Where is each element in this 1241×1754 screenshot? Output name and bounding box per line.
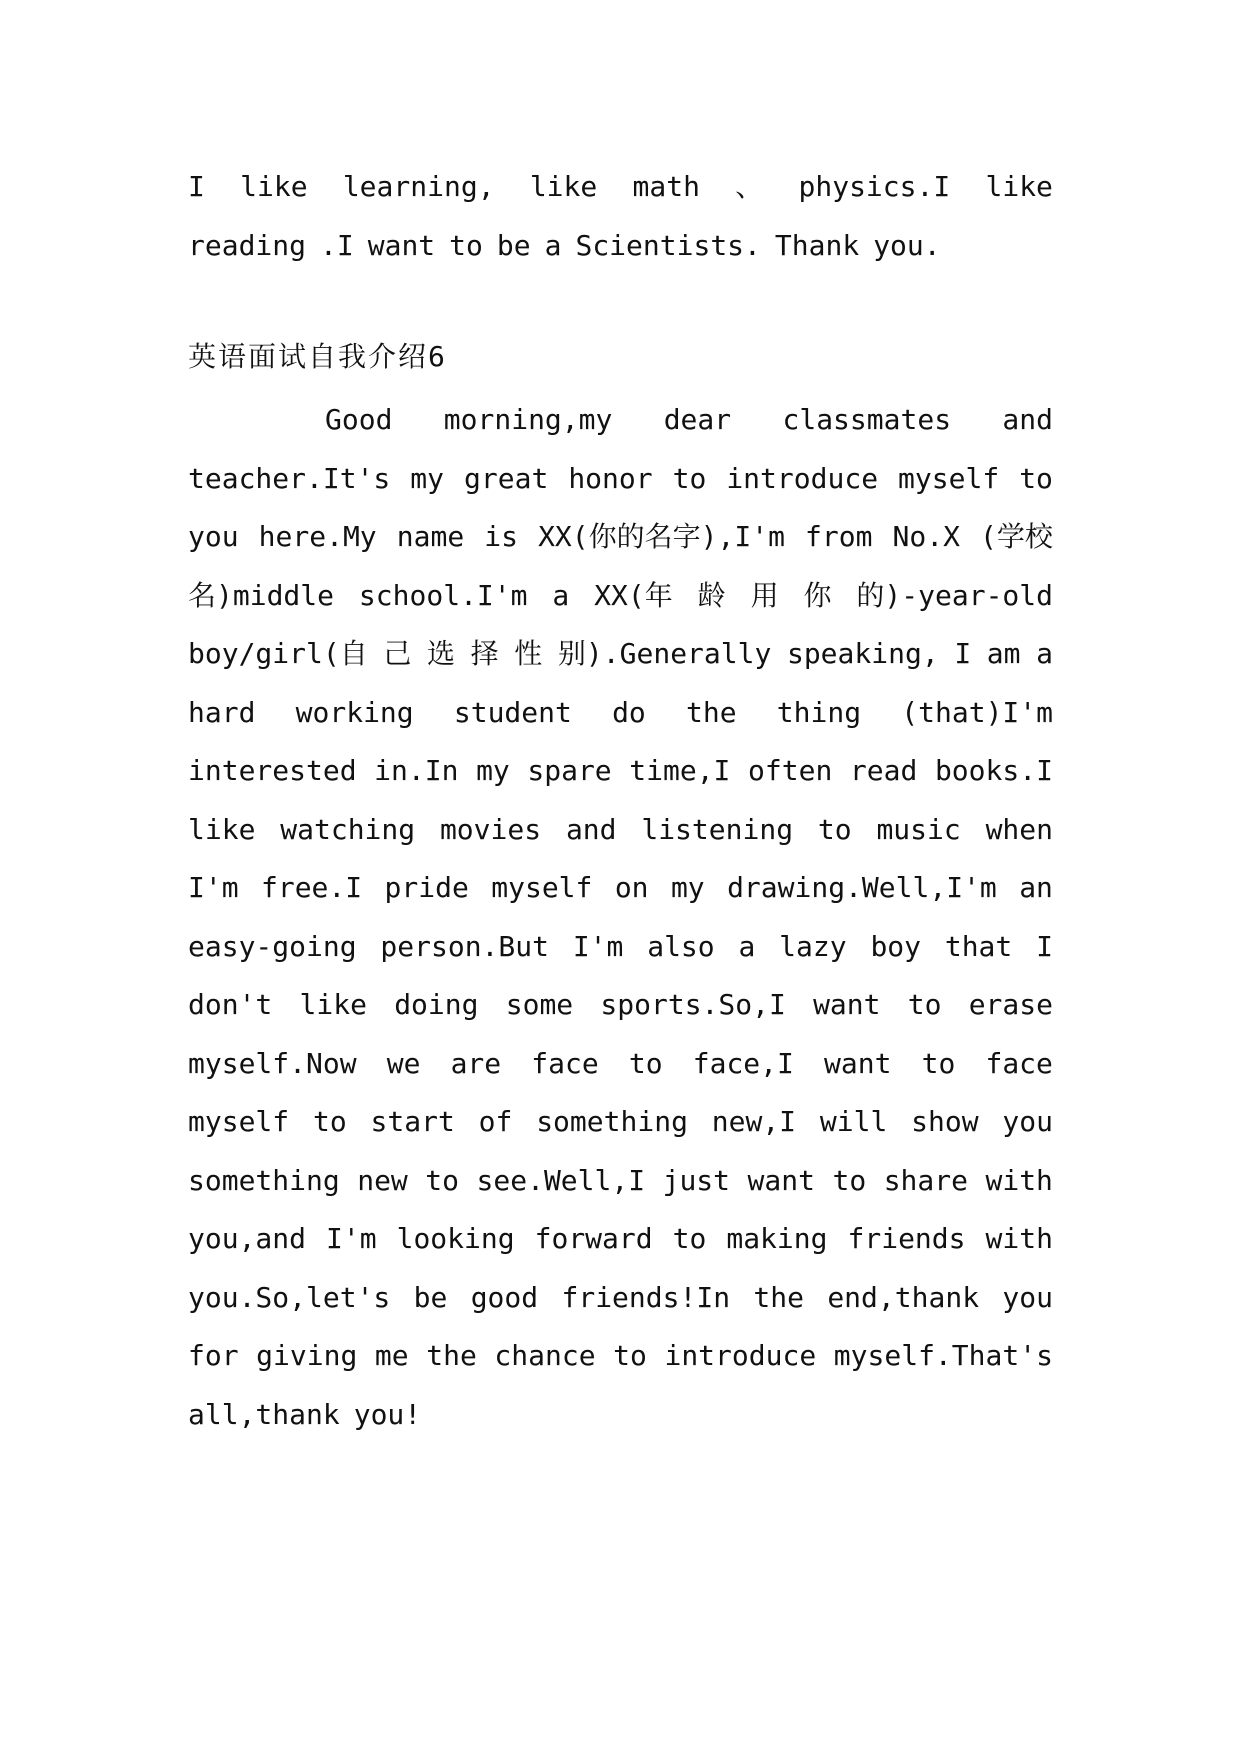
word: watching (280, 812, 416, 846)
word: the (753, 1280, 804, 1314)
main-paragraph (188, 391, 1053, 1444)
word: a (544, 228, 562, 262)
word: with (985, 1163, 1053, 1197)
word: (that)I'm (901, 695, 1053, 729)
word: and (1002, 403, 1053, 436)
word: 择 (470, 637, 499, 670)
word: also (647, 929, 715, 963)
word: forward (534, 1222, 653, 1255)
text-line (188, 976, 1053, 1035)
word: start (370, 1105, 455, 1138)
word: myself.Now (188, 1046, 357, 1080)
word: boy/girl(自 (188, 637, 368, 670)
word: a (1036, 637, 1053, 670)
word: speaking, (786, 637, 939, 670)
text-line (188, 1035, 1053, 1094)
word: I'm (326, 1222, 377, 1255)
word: 名)middle (188, 578, 335, 612)
word: Good (325, 403, 393, 436)
word: to (449, 228, 483, 262)
word: me (374, 1339, 409, 1372)
word: like (985, 170, 1053, 203)
word: read (849, 754, 918, 787)
word: easy-going (188, 929, 357, 963)
word: often (748, 754, 833, 787)
word: I'm (188, 871, 239, 904)
word: to (832, 1163, 867, 1197)
word: my (476, 754, 510, 787)
word: introduce (664, 1339, 817, 1372)
word: want (747, 1163, 815, 1197)
word: great (464, 461, 549, 495)
word: listening (641, 812, 794, 846)
word: that (944, 929, 1013, 963)
word: friends (847, 1222, 966, 1255)
word: good (470, 1280, 539, 1314)
text-line (188, 1327, 1053, 1386)
word: do (612, 695, 646, 729)
word: you (1002, 1105, 1053, 1138)
word: to (312, 1105, 347, 1138)
word: to (628, 1046, 663, 1080)
word: time,I (629, 754, 731, 787)
word: 、 (735, 170, 764, 203)
word: honor (568, 461, 653, 495)
word: making (726, 1222, 828, 1255)
word: 你 (803, 578, 832, 612)
text-line (188, 158, 1053, 217)
word: and (565, 812, 617, 846)
word: reading (188, 228, 307, 262)
word: movies (439, 812, 542, 846)
word: from (805, 520, 873, 553)
section-heading: 英语面试自我介绍6 (188, 340, 447, 373)
word: when (985, 812, 1053, 846)
word: to (817, 812, 852, 846)
word: 选 (426, 637, 455, 670)
word: person.But (380, 929, 549, 963)
word: 龄 (697, 578, 726, 612)
word: show (911, 1105, 979, 1138)
word: face (985, 1046, 1053, 1080)
word: free.I (260, 871, 363, 904)
word: to (1019, 461, 1053, 495)
word: giving (256, 1339, 358, 1372)
word: I (954, 637, 972, 670)
word: be (496, 228, 531, 262)
word: all,thank (188, 1397, 340, 1431)
word: you (188, 520, 239, 553)
word: in.In (374, 754, 459, 787)
word: myself.That's (833, 1339, 1053, 1372)
word: an (1019, 871, 1053, 904)
word: want (824, 1046, 892, 1080)
text-line (188, 391, 1053, 450)
word: I (188, 170, 205, 203)
word: doing (394, 988, 479, 1021)
text-line (188, 859, 1053, 918)
word: we (386, 1046, 421, 1080)
word: thing (776, 695, 862, 729)
word: erase (968, 988, 1053, 1021)
word: 己 (383, 637, 412, 670)
word: Thank (774, 228, 860, 262)
intro-paragraph (188, 158, 1053, 275)
word: music (876, 812, 961, 846)
word: morning,my (443, 403, 613, 436)
word: be (413, 1280, 448, 1314)
word: sports.So,I (600, 988, 786, 1021)
word: am (986, 637, 1021, 670)
word: chance (494, 1339, 596, 1372)
word: you! (353, 1397, 422, 1431)
word: new (357, 1163, 408, 1197)
word: drawing.Well,I'm (727, 871, 997, 904)
word: .I (320, 228, 354, 262)
word: learning, (342, 170, 495, 203)
word: face,I (692, 1046, 794, 1080)
word: want (367, 228, 436, 262)
word: dear (663, 403, 732, 436)
word: 的)-year-old (856, 578, 1053, 612)
word: of (478, 1105, 513, 1138)
word: to (921, 1046, 956, 1080)
word: want (813, 988, 881, 1021)
word: school.I'm (358, 578, 528, 612)
word: you (1002, 1280, 1053, 1314)
text-line (188, 1386, 1053, 1445)
word: Scientists. (575, 228, 761, 262)
text-line (188, 217, 1053, 276)
text-line (188, 684, 1053, 743)
text-line (188, 450, 1053, 509)
word: interested (188, 754, 357, 787)
word: the (426, 1339, 477, 1372)
word: spare (527, 754, 612, 787)
word: face (531, 1046, 599, 1080)
word: you.So,let's (188, 1280, 391, 1314)
word: you,and (188, 1222, 307, 1255)
text-line (188, 801, 1053, 860)
word: like (188, 812, 256, 846)
word: student (453, 695, 572, 729)
word: will (819, 1105, 888, 1138)
word: XX(年 (594, 578, 673, 612)
text-line (188, 1210, 1053, 1269)
text-line (188, 918, 1053, 977)
word: I'm (572, 929, 624, 963)
word: 用 (750, 578, 779, 612)
word: to (672, 1222, 707, 1255)
text-line (188, 567, 1053, 626)
word: on (614, 871, 649, 904)
word: some (505, 988, 574, 1021)
text-line (188, 625, 1053, 684)
text-line (188, 742, 1053, 801)
word: No.X (892, 520, 960, 553)
word: to (613, 1339, 647, 1372)
word: end,thank (827, 1280, 980, 1314)
word: for (188, 1339, 239, 1372)
word: my (670, 871, 705, 904)
word: the (686, 695, 737, 729)
word: something (188, 1163, 340, 1197)
word: physics.I (798, 170, 951, 203)
text-line (188, 1152, 1053, 1211)
word: like (529, 170, 598, 203)
word: is (484, 520, 518, 553)
word: myself (898, 461, 1000, 495)
word: something (536, 1105, 688, 1138)
word: a (738, 929, 756, 963)
word: myself (188, 1105, 290, 1138)
word: like (240, 170, 308, 203)
word: lazy (779, 929, 847, 963)
word: introduce (726, 461, 879, 495)
word: with (985, 1222, 1053, 1255)
word: my (410, 461, 445, 495)
word: teacher.It's (188, 461, 391, 495)
word: boy (870, 929, 922, 963)
word: see.Well,I (476, 1163, 646, 1197)
word: to (672, 461, 707, 495)
word: to (425, 1163, 460, 1197)
text-line (188, 508, 1053, 567)
word: here.My (258, 520, 377, 553)
word: you. (873, 228, 941, 262)
word: looking (396, 1222, 515, 1255)
word: (学校 (980, 520, 1053, 553)
word: share (883, 1163, 968, 1197)
word: classmates (782, 403, 952, 436)
word: friends!In (561, 1280, 731, 1314)
word: like (299, 988, 367, 1021)
word: working (295, 695, 414, 729)
word: name (396, 520, 465, 553)
word: pride (384, 871, 469, 904)
text-line (188, 1093, 1053, 1152)
word: a (552, 578, 570, 612)
word: just (662, 1163, 731, 1197)
text-line (188, 1269, 1053, 1328)
word: are (450, 1046, 502, 1080)
word: hard (188, 695, 256, 729)
word: math (632, 170, 700, 203)
word: I (1036, 929, 1053, 963)
word: XX(你的名字),I'm (538, 520, 785, 553)
word: 别).Generally (557, 637, 772, 670)
word: to (907, 988, 942, 1021)
word: 性 (514, 637, 543, 670)
word: myself (491, 871, 593, 904)
word: new,I (711, 1105, 797, 1138)
word: don't (188, 988, 273, 1021)
word: books.I (934, 754, 1053, 787)
